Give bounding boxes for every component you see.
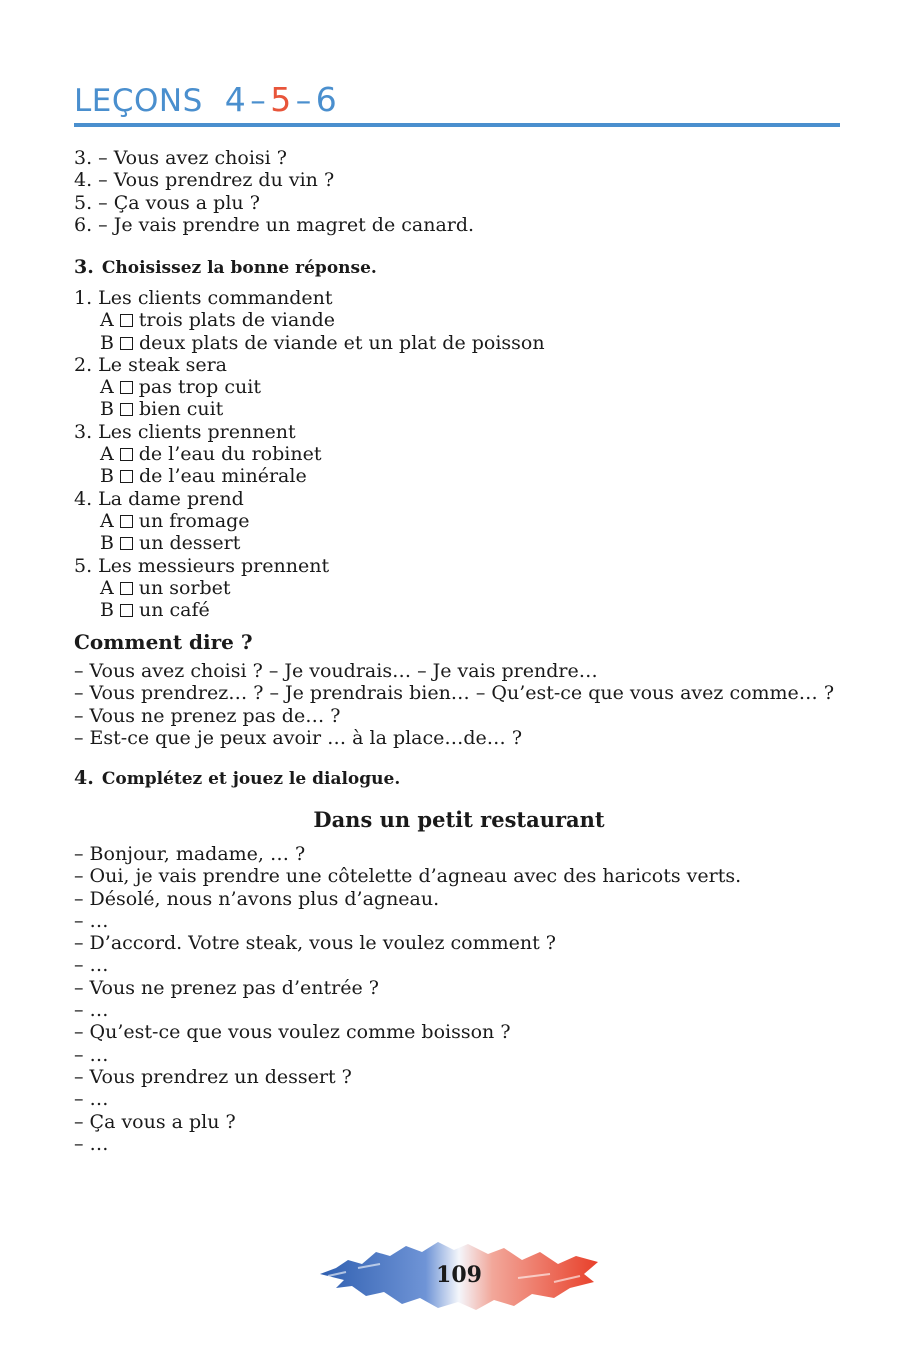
- dialogue-line: – Ça vous a plu ?: [74, 1110, 236, 1133]
- answer-option[interactable]: [74, 332, 545, 354]
- option-text: trois plats de viande: [138, 309, 335, 332]
- dialogue-blank[interactable]: – …: [74, 1088, 109, 1111]
- answer-option[interactable]: [74, 599, 545, 621]
- answer-option[interactable]: [74, 465, 545, 487]
- answer-option[interactable]: [74, 577, 545, 599]
- dialogue-blank[interactable]: – …: [74, 954, 109, 977]
- option-text: un café: [138, 599, 210, 622]
- checkbox[interactable]: [120, 582, 133, 595]
- checkbox[interactable]: [120, 470, 133, 483]
- lesson-header: [74, 80, 337, 119]
- question: 3. Les clients prennent: [74, 420, 296, 443]
- text-line: 5. – Ça vous a plu ?: [74, 191, 260, 214]
- answer-option[interactable]: [74, 398, 545, 420]
- question: 5. Les messieurs prennent: [74, 554, 330, 577]
- answer-option[interactable]: [74, 532, 545, 554]
- option-text: de l’eau minérale: [138, 465, 307, 488]
- text-line: 3. – Vous avez choisi ?: [74, 147, 287, 169]
- text-line: 6. – Je vais prendre un magret de canard.: [74, 213, 475, 236]
- dialogue-line: – Oui, je vais prendre une côtelette d’agneau avec des haricots verts.: [74, 865, 742, 888]
- dialogue-blank[interactable]: – …: [74, 999, 109, 1022]
- option-text: pas trop cuit: [138, 376, 261, 399]
- lesson-title: LEÇONS: [74, 83, 203, 119]
- option-letter: B: [100, 398, 114, 421]
- phrase-line: – Vous ne prenez pas de… ?: [74, 704, 341, 727]
- exercise-instruction: Choisissez la bonne réponse.: [101, 258, 377, 278]
- answer-option[interactable]: [74, 510, 545, 532]
- dialogue-line: – D’accord. Votre steak, vous le voulez comment ?: [74, 932, 556, 955]
- dialogue-line: – Désolé, nous n’avons plus d’agneau.: [74, 887, 440, 910]
- checkbox[interactable]: [120, 337, 133, 350]
- dialogue-line: – Vous prendrez un dessert ?: [74, 1065, 352, 1088]
- option-letter: A: [100, 376, 114, 399]
- checkbox[interactable]: [120, 537, 133, 550]
- option-letter: A: [100, 576, 114, 599]
- option-letter: A: [100, 309, 114, 332]
- option-text: un dessert: [138, 532, 241, 555]
- option-text: un fromage: [138, 509, 250, 532]
- phrase-line: – Vous avez choisi ? – Je voudrais… – Je vais prendre…: [74, 660, 598, 682]
- exercise-3-heading: [74, 256, 377, 278]
- dialogue-lines: [74, 843, 840, 1155]
- dialogue-line: – Vous ne prenez pas d’entrée ?: [74, 976, 379, 999]
- answer-option[interactable]: [74, 443, 545, 465]
- option-letter: A: [100, 443, 114, 466]
- page-number: 109: [436, 1262, 482, 1288]
- exercise-number: 4.: [74, 767, 94, 789]
- dialogue-blank[interactable]: – …: [74, 1132, 109, 1155]
- dialogue-line: – Qu’est-ce que vous voulez comme boisson ?: [74, 1021, 511, 1044]
- header-rule: [74, 123, 840, 127]
- option-letter: A: [100, 509, 114, 532]
- question: 4. La dame prend: [74, 487, 244, 510]
- lesson-number-4: 4: [224, 80, 247, 119]
- lesson-number-5: 5: [270, 80, 292, 119]
- option-text: deux plats de viande et un plat de poisson: [138, 331, 545, 354]
- lesson-number-6: 6: [315, 80, 338, 119]
- lesson-separator: –: [250, 83, 267, 119]
- phrase-line: – Vous prendrez… ? – Je prendrais bien… – Qu’est-ce que vous avez comme… ?: [74, 682, 835, 705]
- answer-option[interactable]: [74, 309, 545, 331]
- question: 2. Le steak sera: [74, 353, 227, 376]
- option-letter: B: [100, 532, 114, 555]
- exercise-4-heading: [74, 767, 400, 789]
- exercise-instruction: Complétez et jouez le dialogue.: [101, 769, 401, 789]
- checkbox[interactable]: [120, 314, 133, 327]
- dialogue-blank[interactable]: – …: [74, 909, 109, 932]
- phrase-line: – Est-ce que je peux avoir … à la place…de… ?: [74, 726, 523, 749]
- option-letter: B: [100, 599, 114, 622]
- question: 1. Les clients commandent: [74, 287, 333, 309]
- option-text: bien cuit: [138, 398, 224, 421]
- checkbox[interactable]: [120, 381, 133, 394]
- comment-dire-title: Comment dire ?: [74, 630, 253, 654]
- answer-option[interactable]: [74, 376, 545, 398]
- checkbox[interactable]: [120, 403, 133, 416]
- dialogue-title: Dans un petit restaurant: [313, 807, 605, 832]
- checkbox[interactable]: [120, 448, 133, 461]
- option-text: de l’eau du robinet: [138, 443, 322, 466]
- dialogue-blank[interactable]: – …: [74, 1043, 109, 1066]
- checkbox[interactable]: [120, 515, 133, 528]
- previous-exercise-lines: [74, 147, 840, 236]
- option-letter: B: [100, 331, 114, 354]
- checkbox[interactable]: [120, 604, 133, 617]
- option-letter: B: [100, 465, 114, 488]
- text-line: 4. – Vous prendrez du vin ?: [74, 169, 335, 192]
- dialogue-line: – Bonjour, madame, … ?: [74, 843, 306, 865]
- comment-dire-lines: [74, 660, 840, 749]
- option-text: un sorbet: [138, 576, 231, 599]
- lesson-separator: –: [295, 83, 312, 119]
- exercise-3-questions: [74, 287, 545, 621]
- exercise-number: 3.: [74, 256, 94, 278]
